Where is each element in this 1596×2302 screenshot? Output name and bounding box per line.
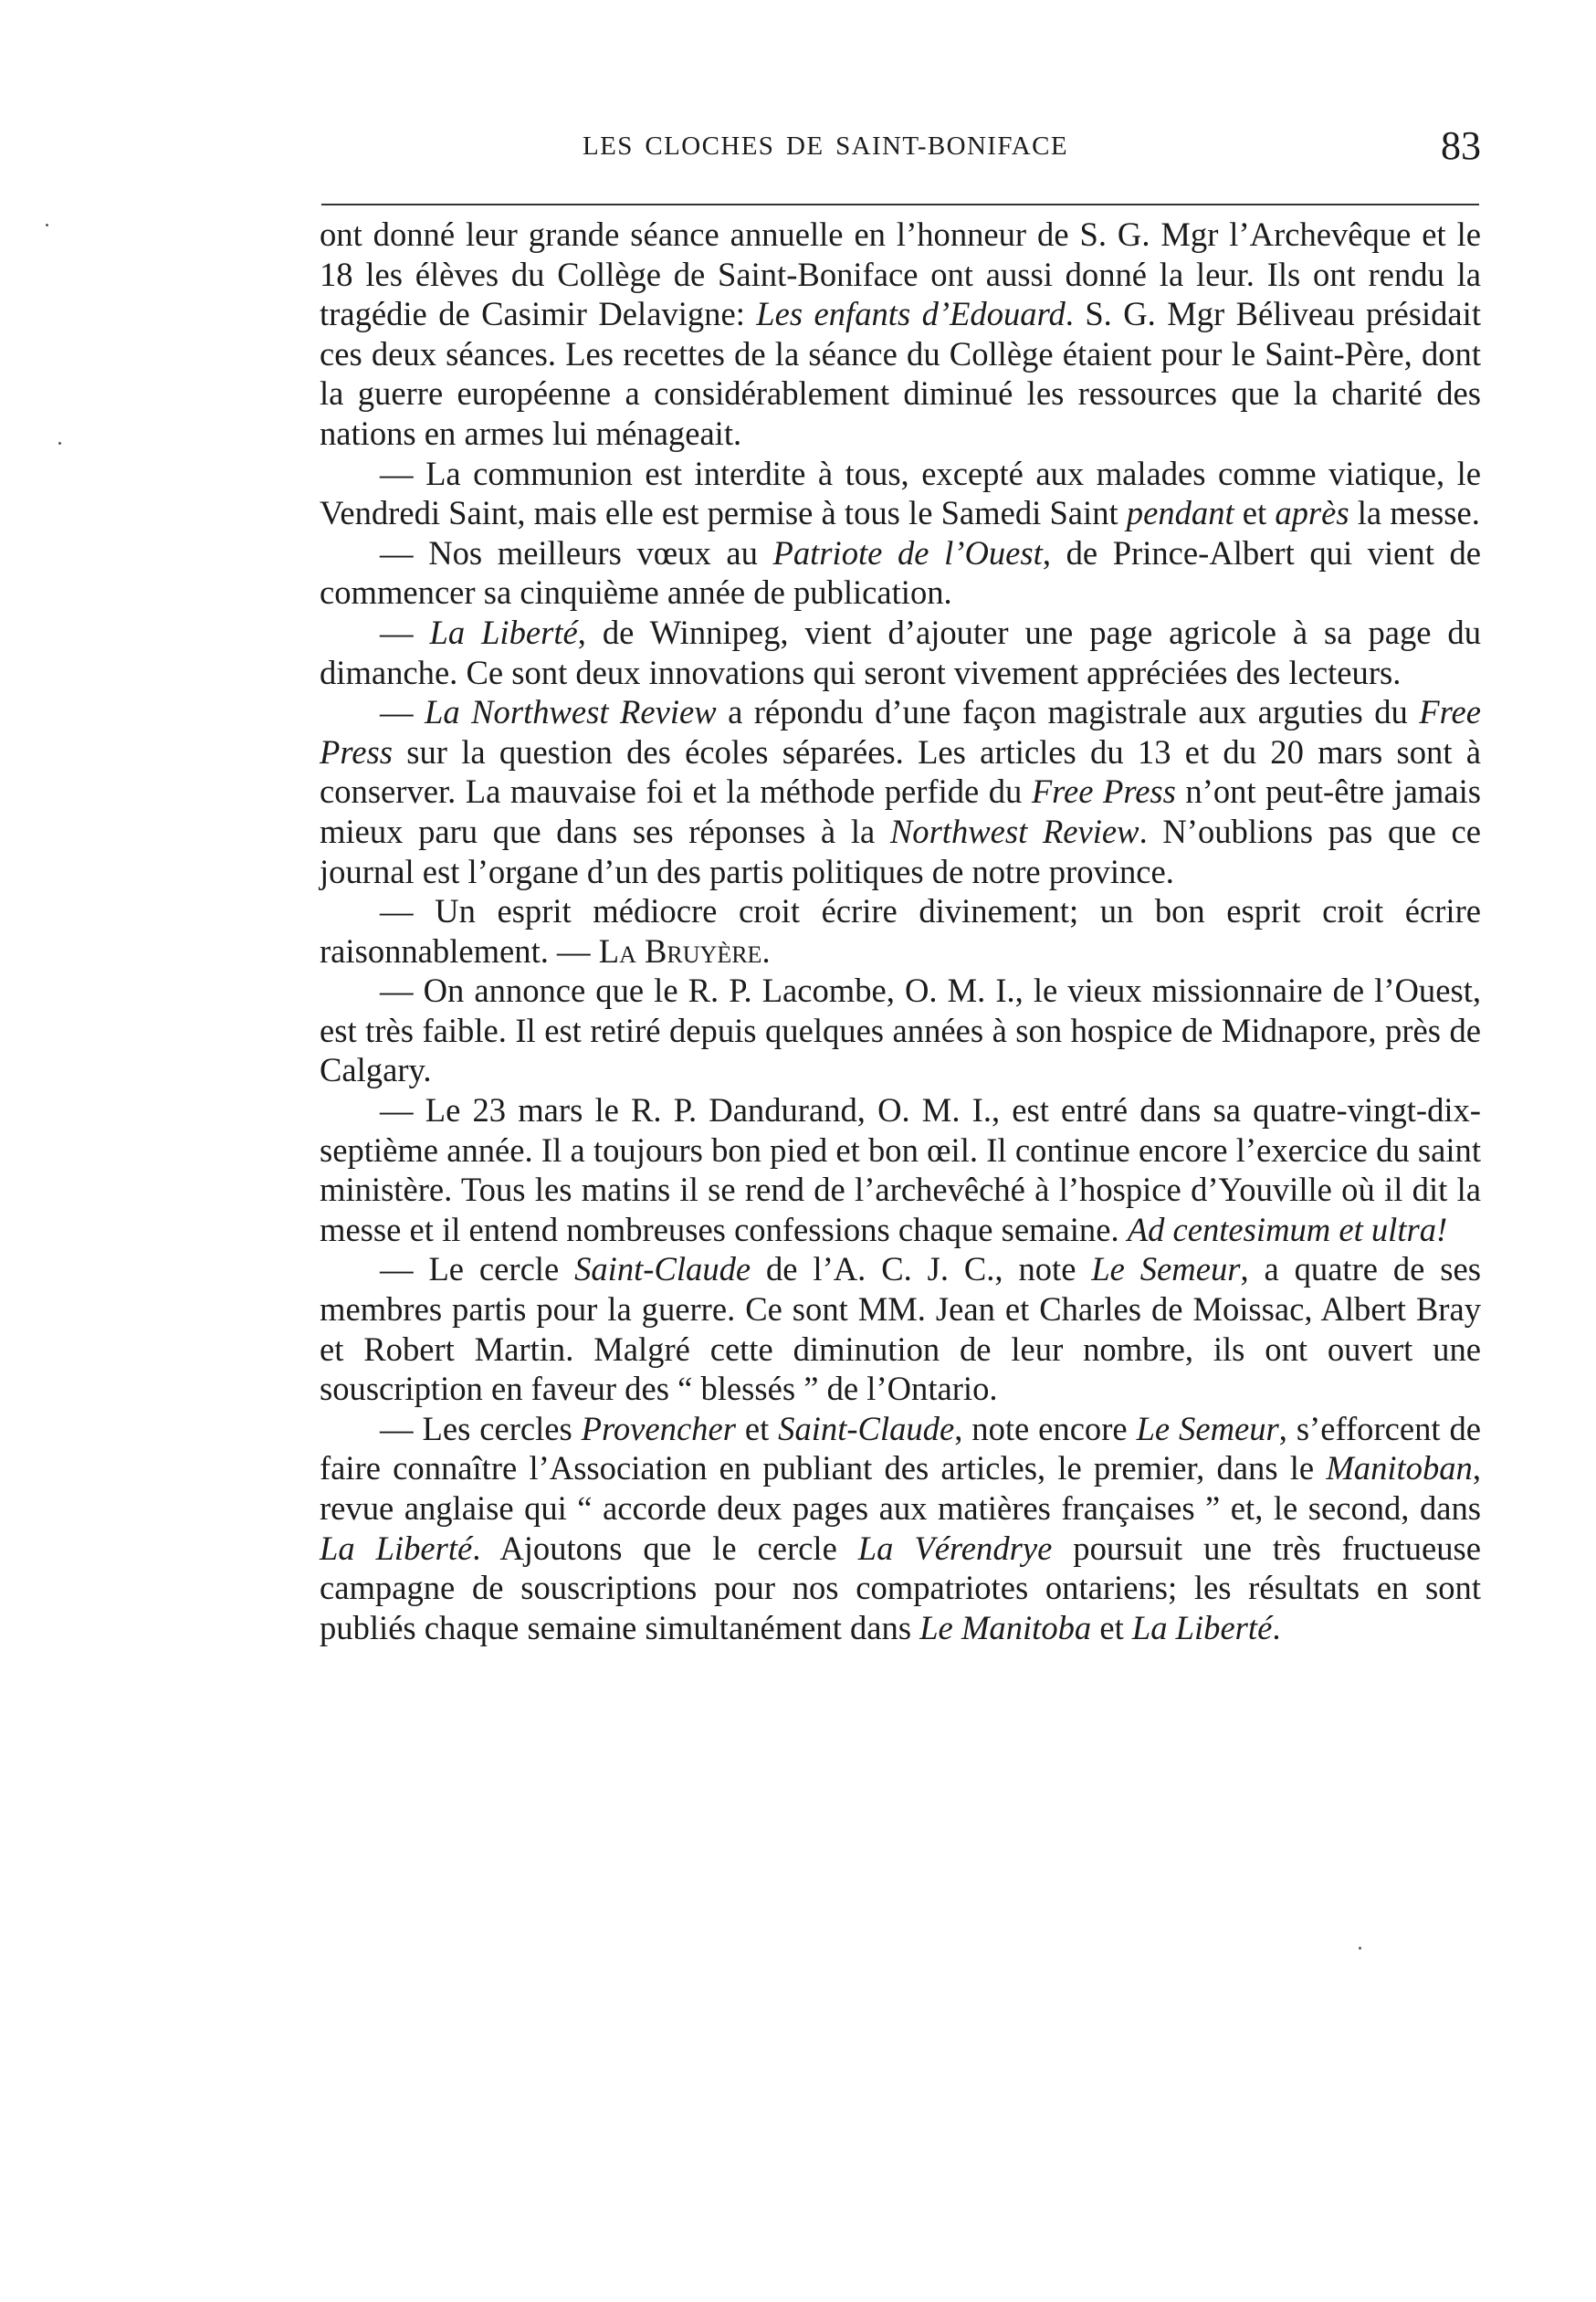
paragraph-7: — On annonce que le R. P. Lacombe, O. M. I., le vieux missionnaire de l’Ouest, est très faible. Il est retiré depuis quelques années à son hospice de Midnapore, près de Calgary. — [320, 972, 1481, 1089]
paragraph-6: — Un esprit médiocre croit écrire divinement; un bon esprit croit écrire raisonnablement. — La Bruyère. — [320, 892, 1481, 970]
page-number: 83 — [1441, 123, 1481, 168]
paragraph-3: — Nos meilleurs vœux au Patriote de l’Ouest, de Prince-Albert qui vient de commencer sa cinquième année de publication. — [320, 533, 1482, 612]
paragraph-4: — La Liberté, de Winnipeg, vient d’ajouter une page agricole à sa page du dimanche. Ce sont deux innovations qui seront vivement appréciées des lecteurs. — [320, 613, 1481, 691]
scan-speck — [46, 224, 48, 226]
paragraph-5: — La Northwest Review a répondu d’une façon magistrale aux arguties du Free Press sur la question des écoles séparées. Les articles du 13 et du 20 mars sont à conserver. La mauvaise foi et la méthode perfide du Free Press n’ont peut-être jamais mieux paru que dans ses réponses à la Northwest Review. N’oublions pas que ce journal est l’organe d’un des partis politiques de notre province. — [320, 693, 1481, 890]
paragraph-1: ont donné leur grande séance annuelle en l’honneur de S. G. Mgr l’Archevêque et le 18 les élèves du Collège de Saint-Boniface ont aussi donné la leur. Ils ont rendu la tragédie de Casimir Delavigne: Les enfants d’Edouard. S. G. Mgr Béliveau présidait ces deux séances. Les recettes de la séance du Collège étaient pour le Saint-Père, dont la guerre européenne a considérablement diminué les ressources que la charité des nations en armes lui ménageait. — [320, 215, 1481, 452]
paragraph-9: — Le cercle Saint-Claude de l’A. C. J. C., note Le Semeur, a quatre de ses membres partis pour la guerre. Ce sont MM. Jean et Charles de Moissac, Albert Bray et Robert Martin. Malgré cette diminution de leur nombre, ils ont ouvert une souscription en faveur des “ blessés ” de l’Ontario. — [320, 1250, 1482, 1408]
scan-speck — [58, 442, 61, 445]
paragraph-2: — La communion est interdite à tous, excepté aux malades comme viatique, le Vendredi Saint, mais elle est permise à tous le Samedi Saint pendant et après la messe. — [320, 454, 1481, 532]
header-rule — [321, 204, 1479, 205]
body-text — [320, 215, 1481, 1647]
running-head — [320, 119, 1481, 173]
scan-speck — [1359, 1947, 1361, 1950]
paragraph-8: — Le 23 mars le R. P. Dandurand, O. M. I., est entré dans sa quatre-vingt-dix-septième année. Il a toujours bon pied et bon œil. Il continue encore l’exercice du saint ministère. Tous les matins il se rend de l’archevêché à l’hospice d’Youville où il dit la messe et il entend nombreuses confessions chaque semaine. Ad centesimum et ultra! — [320, 1091, 1481, 1248]
paragraph-10: — Les cercles Provencher et Saint-Claude, note encore Le Semeur, s’efforcent de faire connaître l’Association en publiant des articles, le premier, dans le Manitoban, revue anglaise qui “ accorde deux pages aux matières françaises ” et, le second, dans La Liberté. Ajoutons que le cercle La Vérendrye poursuit une très fructueuse campagne de souscriptions pour nos compatriotes ontariens; les résultats en sont publiés chaque semaine simultanément dans Le Manitoba et La Liberté. — [320, 1409, 1482, 1646]
running-title: LES CLOCHES DE SAINT-BONIFACE — [583, 131, 1068, 161]
